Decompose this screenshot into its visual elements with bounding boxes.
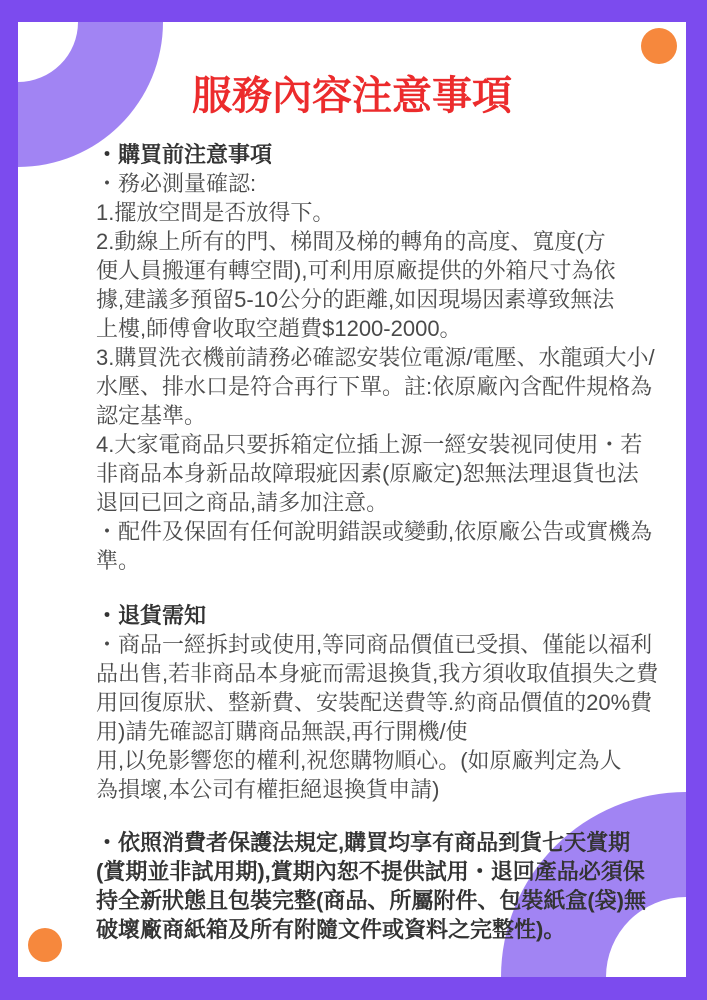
- notice-body: [96, 140, 666, 944]
- orange-dot-top-right: [641, 28, 677, 64]
- text-line: 準。: [96, 548, 141, 573]
- text-line: ・依照消費者保護法規定,購買均享有商品到貨七天賞期: [96, 830, 631, 855]
- text-line: ・商品一經拆封或使用,等同商品價值已受損、僅能以福利: [96, 632, 653, 657]
- text-line: 持全新狀態且包裝完整(商品、所屬附件、包裝紙盒(袋)無: [96, 888, 646, 913]
- text-line: ・務必測量確認:: [96, 171, 257, 196]
- text-line: 品出售,若非商品本身疵而需退換貨,我方須收取值損失之費: [96, 661, 659, 686]
- page-title: 服務內容注意事項: [192, 74, 512, 118]
- text-line: 3.購買洗衣機前請務必確認安裝位電源/電壓、水龍頭大小/: [96, 345, 655, 370]
- section-return-policy: [96, 601, 666, 804]
- text-line: ・購買前注意事項: [96, 142, 273, 167]
- text-line: 上樓,師傅會收取空趙費$1200-2000。: [96, 316, 462, 341]
- section-purchase-notes: [96, 140, 666, 575]
- text-line: 4.大家電商品只要拆箱定位插上源一經安裝视同使用・若: [96, 432, 643, 457]
- text-line: ・配件及保固有任何說明錯誤或變動,依原廠公告或實機為: [96, 519, 653, 544]
- text-line: 認定基準。: [96, 403, 207, 428]
- text-line: 非商品本身新品故障瑕疵因素(原廠定)恕無法理退貨也法: [96, 461, 639, 486]
- text-line: 便人員搬運有轉空間),可利用原廠提供的外箱尺寸為依: [96, 258, 616, 283]
- orange-dot-bottom-left: [28, 928, 62, 962]
- text-line: 據,建議多預留5-10公分的距離,如因現場因素導致無法: [96, 287, 615, 312]
- text-line: 用)請先確認訂購商品無誤,再行開機/使: [96, 719, 468, 744]
- text-line: 用回復原狀、整新費、安裝配送費等.約商品價值的20%費: [96, 690, 653, 715]
- text-line: (賞期並非試用期),賞期內恕不提供試用・退回產品必須保: [96, 859, 645, 884]
- text-line: 退回已回之商品,請多加注意。: [96, 490, 389, 515]
- text-line: 水壓、排水口是符合再行下單。註:依原廠內含配件規格為: [96, 374, 653, 399]
- text-line: 2.動線上所有的門、梯間及梯的轉角的高度、寬度(方: [96, 229, 606, 254]
- text-line: 1.擺放空間是否放得下。: [96, 200, 335, 225]
- text-line: ・退貨需知: [96, 603, 207, 628]
- section-consumer-protection: [96, 828, 666, 944]
- text-line: 用,以免影響您的權利,祝您購物順心。(如原廠判定為人: [96, 748, 622, 773]
- content-card: [18, 22, 686, 977]
- text-line: 破壞廠商紙箱及所有附隨文件或資料之完整性)。: [96, 917, 566, 942]
- text-line: 為損壞,本公司有權拒絕退換貨申請): [96, 777, 440, 802]
